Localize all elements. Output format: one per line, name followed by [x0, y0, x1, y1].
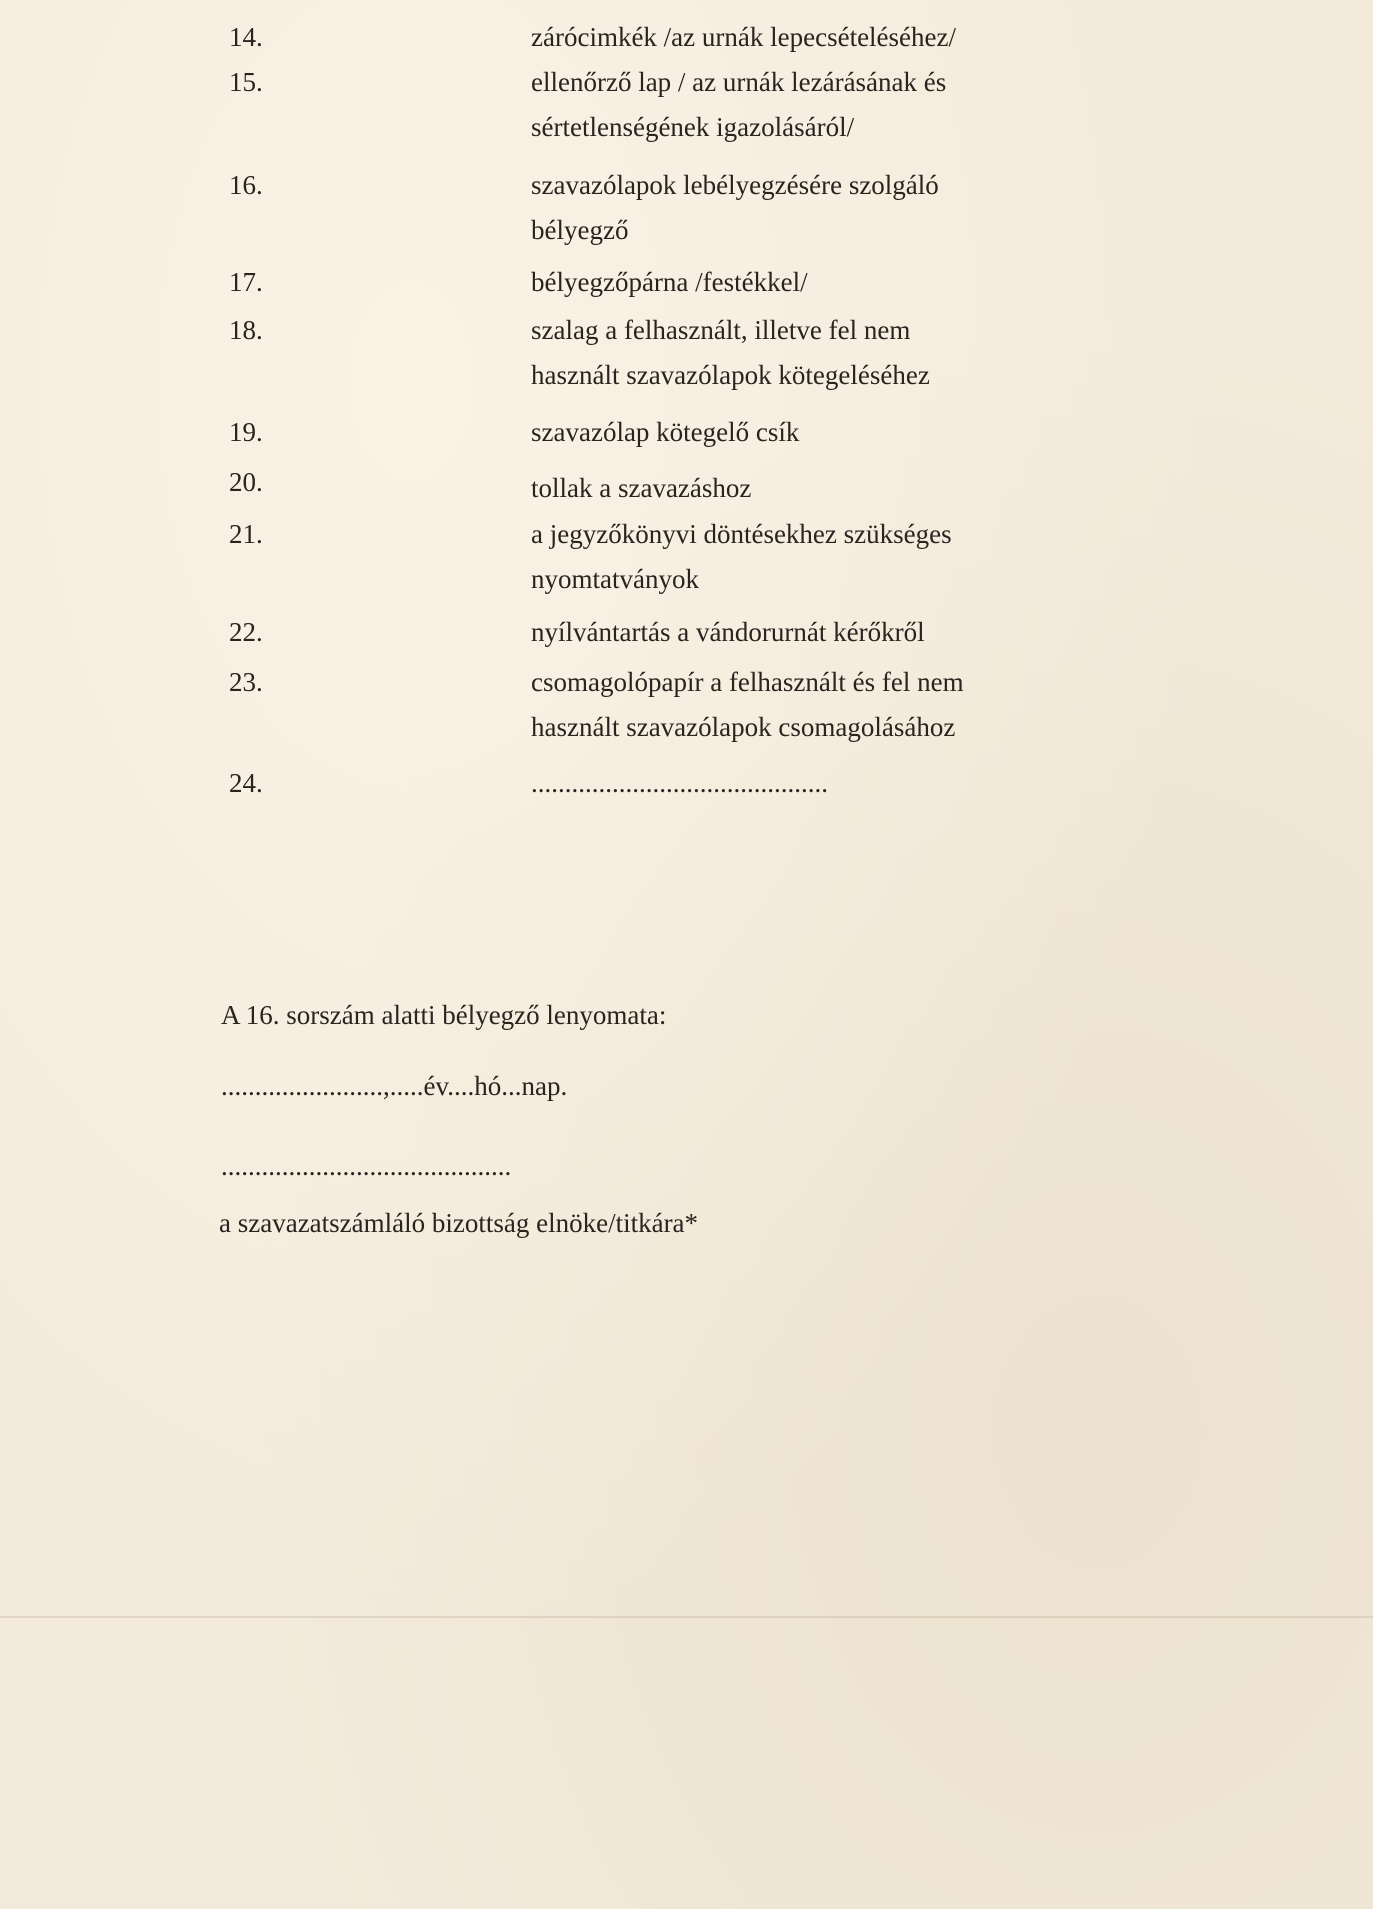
item-line: használt szavazólapok csomagolásához — [531, 712, 956, 742]
item-line: szavazólap kötegelő csík — [531, 417, 800, 447]
item-number: 17. — [229, 267, 263, 297]
item-number: 24. — [229, 768, 263, 798]
item-line: a jegyzőkönyvi döntésekhez szükséges — [531, 519, 952, 549]
item-line: bélyegző — [531, 215, 629, 245]
item-text — [531, 660, 1131, 750]
stamp-impression-caption: A 16. sorszám alatti bélyegző lenyomata: — [221, 1000, 667, 1030]
item-text — [531, 512, 1131, 602]
item-line: zárócimkék /az urnák lepecsételéséhez/ — [531, 22, 956, 52]
item-number: 18. — [229, 315, 263, 345]
item-number: 20. — [229, 467, 263, 497]
item-text — [531, 15, 1131, 60]
signature-line: ........................................... — [221, 1151, 512, 1181]
item-text — [531, 163, 1131, 253]
item-number: 23. — [229, 667, 263, 697]
item-number: 21. — [229, 519, 263, 549]
item-line: nyomtatványok — [531, 564, 699, 594]
item-line: használt szavazólapok kötegeléséhez — [531, 360, 930, 390]
item-line: szavazólapok lebélyegzésére szolgáló — [531, 170, 939, 200]
item-line: szalag a felhasznált, illetve fel nem — [531, 315, 911, 345]
item-text — [531, 761, 1131, 806]
item-line: csomagolópapír a felhasznált és fel nem — [531, 667, 964, 697]
item-text — [531, 410, 1131, 455]
item-line: ellenőrző lap / az urnák lezárásának és — [531, 67, 947, 97]
item-line: sértetlenségének igazolásáról/ — [531, 112, 855, 142]
item-text — [531, 60, 1131, 150]
signature-label: a szavazatszámláló bizottság elnöke/titkára* — [219, 1208, 699, 1238]
item-number: 19. — [229, 417, 263, 447]
item-text — [531, 610, 1131, 655]
date-line: ........................,.....év....hó...nap. — [221, 1071, 568, 1101]
item-line: ............................................ — [531, 768, 828, 798]
item-number: 22. — [229, 617, 263, 647]
item-line: tollak a szavazáshoz — [531, 473, 752, 503]
paper-fold-line — [0, 1616, 1373, 1618]
item-text — [531, 466, 1131, 511]
item-number: 14. — [229, 22, 263, 52]
item-text — [531, 260, 1131, 305]
item-line: nyílvántartás a vándorurnát kérőkről — [531, 617, 925, 647]
item-number: 15. — [229, 67, 263, 97]
item-text — [531, 308, 1131, 398]
item-line: bélyegzőpárna /festékkel/ — [531, 267, 808, 297]
item-number: 16. — [229, 170, 263, 200]
